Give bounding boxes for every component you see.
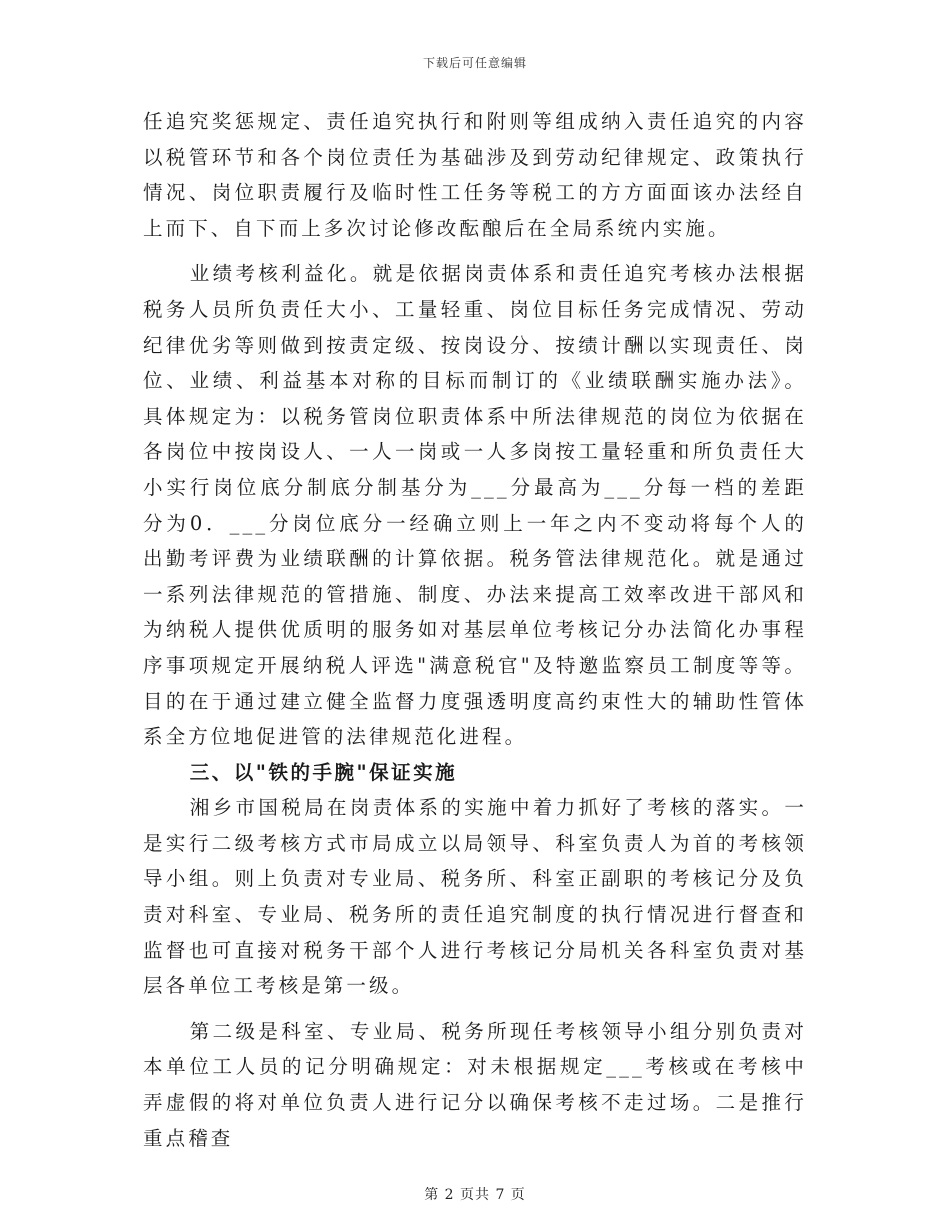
section-heading: 三、以"铁的手腕"保证实施 xyxy=(189,760,458,784)
page-footer: 第 2 页共 7 页 xyxy=(424,1187,526,1203)
paragraph-2: 业绩考核利益化。就是依据岗责体系和责任追究考核办法根据税务人员所负责任大小、工量轻重、岗位目标任务完成情况、劳动纪律优劣等则做到按责定级、按岗设分、按绩计酬以实现责任、岗位、业绩、利益基本对称的目标而制订的《业绩联酬实施办法》。具体规定为：以税务管岗位职责体系中所法律规范的岗位为依据在各岗位中按岗设人、一人一岗或一人多岗按工量轻重和所负责任大小实行岗位底分制底分制基分为___分最高为___分每一档的差距分为0．___分岗位底分一经确立则上一年之内不变动将每个人的出勤考评费为业绩联酬的计算依据。税务管法律规范化。就是通过一系列法律规范的管措施、制度、办法来提高工效率改进干部风和为纳税人提供优质明的服务如对基层单位考核记分办法简化办事程序事项规定开展纳税人评选"满意税官"及特邀监察员工制度等等。目的在于通过建立健全监督力度强透明度高约束性大的辅助性管体系全方位地促进管的法律规范化进程。 xyxy=(143,262,807,749)
paragraph-3: 湘乡市国税局在岗责体系的实施中着力抓好了考核的落实。一是实行二级考核方式市局成立以局领导、科室负责人为首的考核领导小组。则上负责对专业局、税务所、科室正副职的考核记分及负责对科室、专业局、税务所的责任追究制度的执行情况进行督查和监督也可直接对税务干部个人进行考核记分局机关各科室负责对基层各单位工考核是第一级。 xyxy=(143,796,807,998)
paragraph-1: 任追究奖惩规定、责任追究执行和附则等组成纳入责任追究的内容以税管环节和各个岗位责任为基础涉及到劳动纪律规定、政策执行情况、岗位职责履行及临时性工任务等税工的方方面面该办法经自上而下、自下而上多次讨论修改酝酿后在全局系统内实施。 xyxy=(143,110,807,240)
paragraph-4: 第二级是科室、专业局、税务所现任考核领导小组分别负责对本单位工人员的记分明确规定：对未根据规定___考核或在考核中弄虚假的将对单位负责人进行记分以确保考核不走过场。二是推行重点稽查 xyxy=(143,1019,807,1150)
page-header: 下载后可任意编辑 xyxy=(422,56,527,70)
document-body xyxy=(143,104,807,1156)
